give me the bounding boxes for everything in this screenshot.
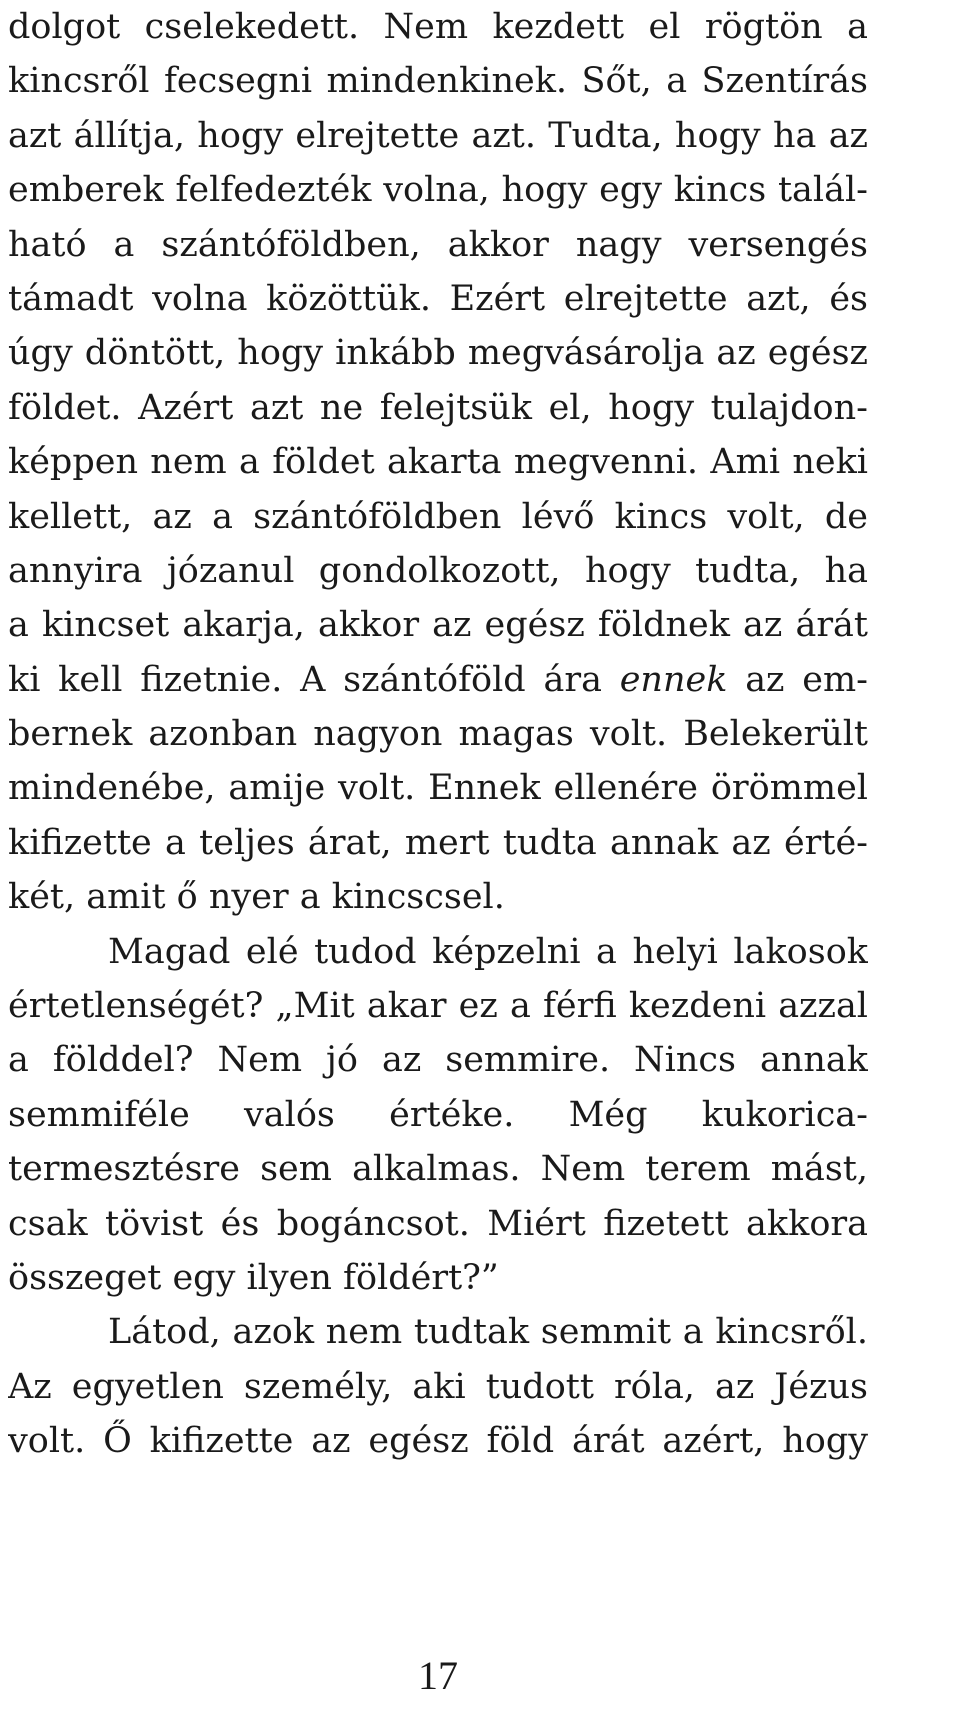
text-line: csak tövist és bogáncsot. Miért fizetett akkora — [8, 1203, 868, 1244]
text-line: földet. Azért azt ne felejtsük el, hogy tulajdon- — [8, 387, 868, 428]
text-line: azt állítja, hogy elrejtette azt. Tudta, hogy ha az — [8, 115, 868, 156]
paragraph-first-line: Látod, azok nem tudtak semmit a kincsről. — [108, 1312, 868, 1353]
text-segment: az em- — [745, 659, 868, 700]
text-line — [8, 653, 868, 707]
text-line: támadt volna közöttük. Ezért elrejtette azt, és — [8, 278, 868, 319]
text-line: a földdel? Nem jó az semmire. Nincs annak — [8, 1040, 868, 1081]
text-line: ható a szántóföldben, akkor nagy versengés — [8, 224, 868, 265]
text-segment: ki kell fizetnie. A szántóföld ára — [8, 659, 602, 700]
text-line: a kincset akarja, akkor az egész földnek az árát — [8, 605, 868, 646]
text-line: termesztésre sem alkalmas. Nem terem mást, — [8, 1149, 868, 1190]
page-number: 17 — [418, 1653, 458, 1698]
text-line: dolgot cselekedett. Nem kezdett el rögtön a — [8, 7, 868, 47]
paragraph-first-line: Magad elé tudod képzelni a helyi lakosok — [108, 931, 868, 972]
text-line: mindenébe, amije volt. Ennek ellenére örömmel — [8, 768, 868, 809]
text-line: volt. Ő kifizette az egész föld árát azért, hogy — [8, 1421, 868, 1462]
text-line: kellett, az a szántóföldben lévő kincs volt, de — [8, 496, 868, 537]
text-line: összeget egy ilyen földért?” — [8, 1257, 499, 1298]
text-line: semmiféle valós értéke. Még kukorica- — [8, 1094, 868, 1135]
text-line: bernek azonban nagyon magas volt. Belekerült — [8, 714, 868, 755]
text-line: kifizette a teljes árat, mert tudta annak az érté- — [8, 822, 868, 863]
text-line: úgy döntött, hogy inkább megvásárolja az egész — [8, 333, 868, 374]
body-text — [8, 0, 868, 1469]
text-line: kincsről fecsegni mindenkinek. Sőt, a Szentírás — [8, 61, 868, 102]
text-line: Az egyetlen személy, aki tudott róla, az Jézus — [8, 1366, 868, 1407]
emphasized-word: ennek — [619, 659, 728, 700]
text-line: képpen nem a földet akarta megvenni. Ami neki — [8, 442, 868, 483]
text-line: két, amit ő nyer a kincscsel. — [8, 877, 505, 918]
text-line: értetlenségét? „Mit akar ez a férfi kezdeni azzal — [8, 986, 868, 1027]
text-line: emberek felfedezték volna, hogy egy kincs talál- — [8, 170, 868, 211]
text-line: annyira józanul gondolkozott, hogy tudta, ha — [8, 550, 868, 591]
